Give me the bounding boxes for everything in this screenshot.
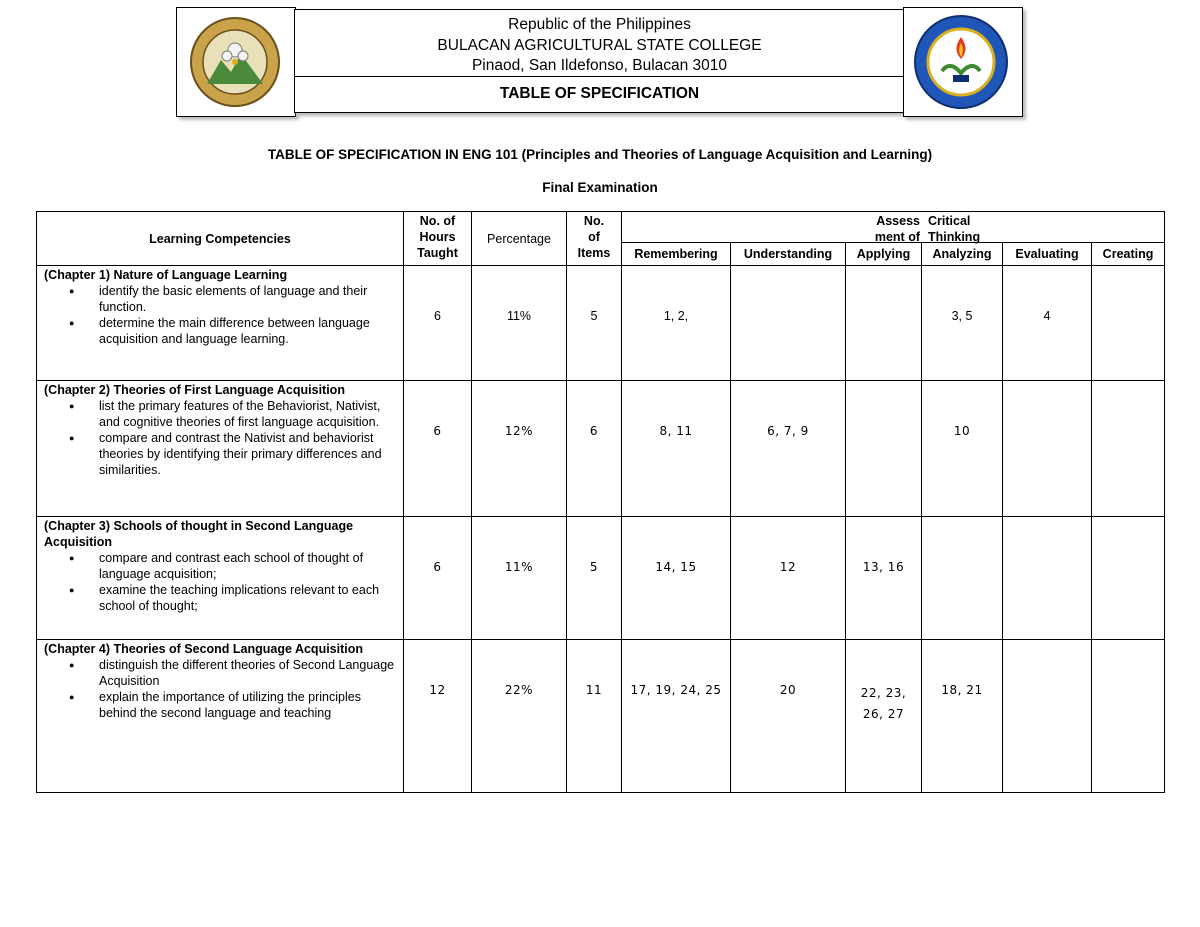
percentage-cell: 22% — [472, 640, 567, 793]
col-header-items — [567, 212, 622, 266]
hours-header-l2: Hours — [419, 230, 456, 244]
applying-cell — [846, 381, 922, 517]
critical-l2: Thinking — [928, 230, 981, 244]
document-title: TABLE OF SPECIFICATION IN ENG 101 (Principles and Theories of Language Acquisition and Learning) — [267, 147, 933, 162]
competency-cell — [37, 640, 404, 793]
percentage-cell: 12% — [472, 381, 567, 517]
letterhead — [176, 7, 1016, 117]
evaluating-cell — [1003, 517, 1092, 640]
list-item: ● distinguish the different theories of Second Language Acquisition — [99, 657, 399, 689]
creating-cell — [1092, 517, 1165, 640]
creating-cell — [1092, 640, 1165, 793]
competency-list — [44, 398, 399, 478]
understanding-cell — [731, 266, 846, 381]
remembering-cell: 1, 2, — [622, 266, 731, 381]
evaluating-cell — [1003, 381, 1092, 517]
understanding-cell: 6, 7, 9 — [731, 381, 846, 517]
logo-right-cell — [903, 7, 1023, 117]
col-header-remembering: Remembering — [622, 243, 731, 266]
assess-l2: ment of — [874, 230, 920, 244]
chapter-title: (Chapter 3) Schools of thought in Second Language Acquisition — [44, 519, 354, 549]
col-header-applying: Applying — [846, 243, 922, 266]
col-header-competencies: Learning Competencies — [37, 212, 404, 266]
letterhead-center — [294, 9, 905, 113]
chapter-title: (Chapter 1) Nature of Language Learning — [44, 268, 288, 282]
col-header-creating: Creating — [1092, 243, 1165, 266]
table-row — [37, 266, 1165, 381]
specification-table — [36, 211, 1165, 793]
percentage-cell: 11% — [472, 517, 567, 640]
items-cell: 11 — [567, 640, 622, 793]
analyzing-cell — [922, 517, 1003, 640]
evaluating-cell: 4 — [1003, 266, 1092, 381]
remembering-cell: 8, 11 — [622, 381, 731, 517]
assessment-label — [850, 213, 920, 245]
items-cell: 6 — [567, 381, 622, 517]
hours-cell: 6 — [404, 381, 472, 517]
institute-of-education-seal-icon — [912, 13, 1010, 111]
col-header-assessment — [622, 212, 1165, 243]
analyzing-cell: 3, 5 — [922, 266, 1003, 381]
list-item: ● determine the main difference between language acquisition and language learning. — [99, 315, 399, 347]
competency-cell — [37, 381, 404, 517]
items-header-l2: of — [588, 230, 600, 244]
remembering-cell: 17, 19, 24, 25 — [622, 640, 731, 793]
hours-cell: 6 — [404, 517, 472, 640]
list-item: ● list the primary features of the Behaviorist, Nativist, and cognitive theories of first language acquisition. — [99, 398, 399, 430]
list-item: ● explain the importance of utilizing the principles behind the second language and teaching — [99, 689, 399, 721]
competency-cell — [37, 517, 404, 640]
col-header-understanding: Understanding — [731, 243, 846, 266]
document-subtitle: Final Examination — [542, 180, 658, 195]
applying-cell: 13, 16 — [846, 517, 922, 640]
evaluating-cell — [1003, 640, 1092, 793]
competency-list — [44, 550, 399, 614]
hours-cell: 6 — [404, 266, 472, 381]
institution-block — [295, 10, 904, 77]
understanding-cell: 12 — [731, 517, 846, 640]
col-header-percentage: Percentage — [472, 212, 567, 266]
applying-cell — [846, 266, 922, 381]
basc-seal-icon — [187, 14, 283, 110]
table-header-row-1 — [37, 212, 1165, 243]
col-header-evaluating: Evaluating — [1003, 243, 1092, 266]
applying-cell: 22, 23, 26, 27 — [846, 640, 922, 793]
remembering-cell: 14, 15 — [622, 517, 731, 640]
col-header-hours — [404, 212, 472, 266]
hours-header-l3: Taught — [417, 246, 458, 260]
creating-cell — [1092, 381, 1165, 517]
list-item: ● examine the teaching implications relevant to each school of thought; — [99, 582, 399, 614]
republic-line: Republic of the Philippines — [508, 16, 691, 33]
analyzing-cell: 10 — [922, 381, 1003, 517]
col-header-analyzing: Analyzing — [922, 243, 1003, 266]
percentage-cell: 11% — [472, 266, 567, 381]
competency-cell — [37, 266, 404, 381]
items-cell: 5 — [567, 517, 622, 640]
list-item: ● identify the basic elements of language and their function. — [99, 283, 399, 315]
banner-title: TABLE OF SPECIFICATION — [499, 85, 700, 102]
table-row — [37, 517, 1165, 640]
items-header-l3: Items — [577, 246, 611, 260]
competency-list — [44, 657, 399, 721]
table-row — [37, 640, 1165, 793]
competency-list — [44, 283, 399, 347]
list-item: ● compare and contrast each school of thought of language acquisition; — [99, 550, 399, 582]
table-row — [37, 381, 1165, 517]
critical-thinking-label — [928, 213, 1008, 245]
hours-header-l1: No. of — [419, 214, 456, 228]
critical-l1: Critical — [928, 214, 971, 228]
chapter-title: (Chapter 4) Theories of Second Language Acquisition — [44, 642, 364, 656]
analyzing-cell: 18, 21 — [922, 640, 1003, 793]
logo-left-cell — [176, 7, 296, 117]
creating-cell — [1092, 266, 1165, 381]
college-address: Pinaod, San Ildefonso, Bulacan 3010 — [471, 57, 728, 74]
understanding-cell: 20 — [731, 640, 846, 793]
items-cell: 5 — [567, 266, 622, 381]
chapter-title: (Chapter 2) Theories of First Language Acquisition — [44, 383, 345, 397]
items-header-l1: No. — [583, 214, 605, 228]
college-name: BULACAN AGRICULTURAL STATE COLLEGE — [437, 36, 762, 54]
assess-l1: Assess — [876, 214, 920, 228]
list-item: ● compare and contrast the Nativist and behaviorist theories by identifying their primary differences and similarities. — [99, 430, 399, 478]
hours-cell: 12 — [404, 640, 472, 793]
